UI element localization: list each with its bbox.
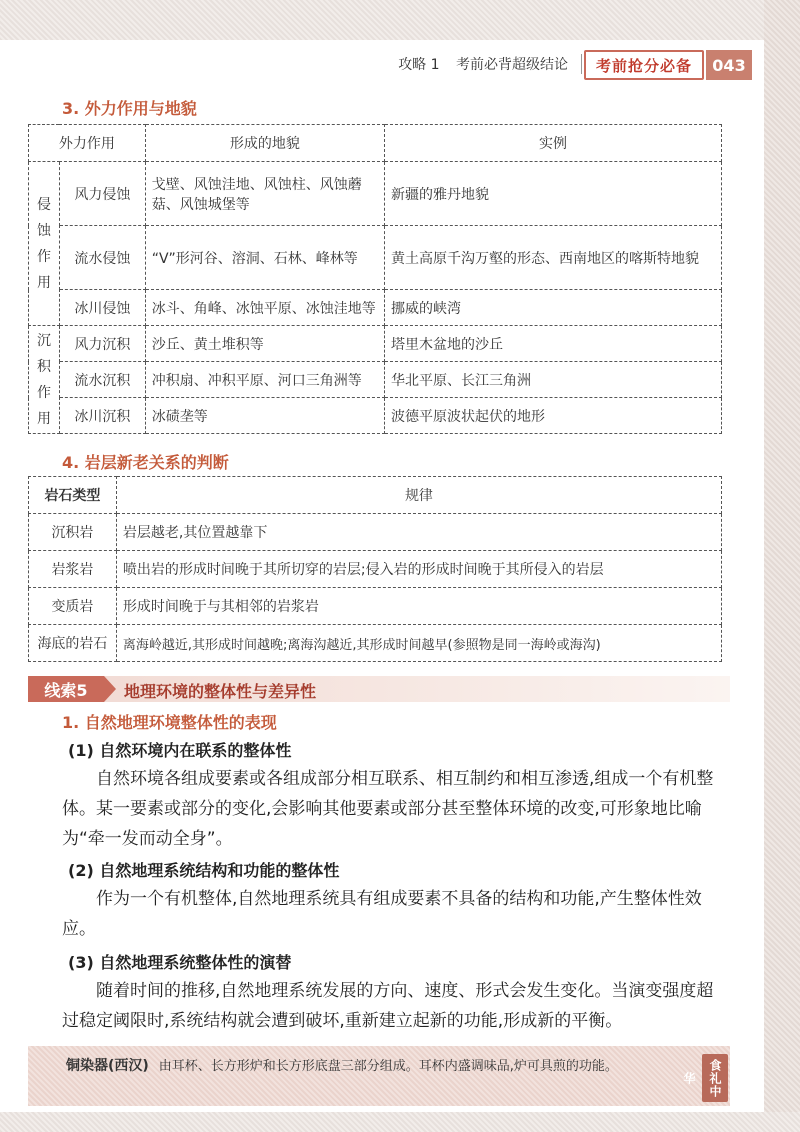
force-name: 风力侵蚀 — [59, 162, 145, 226]
clue-badge: 线索5 — [28, 676, 104, 702]
rock-type: 变质岩 — [29, 588, 117, 625]
page-top-texture — [0, 0, 800, 40]
note-title: 铜染器(西汉) — [66, 1058, 149, 1074]
chapter-number: 攻略 1 — [398, 57, 440, 73]
group-label-erosion: 侵 蚀 作 用 — [29, 162, 60, 326]
table-row — [29, 226, 722, 290]
header-landform: 形成的地貌 — [145, 125, 384, 162]
section3-title: 3. 外力作用与地貌 — [62, 99, 197, 118]
page-bottom-texture — [0, 1112, 800, 1132]
example-cell: 波德平原波状起伏的地形 — [385, 398, 722, 434]
header-example: 实例 — [385, 125, 722, 162]
table-row — [29, 398, 722, 434]
landform-cell: 冰碛垄等 — [145, 398, 384, 434]
example-cell: 黄土高原千沟万壑的形态、西南地区的喀斯特地貌 — [385, 226, 722, 290]
example-cell: 新疆的雅丹地貌 — [385, 162, 722, 226]
table-row — [29, 326, 722, 362]
page-right-texture — [764, 0, 800, 1132]
example-cell: 华北平原、长江三角洲 — [385, 362, 722, 398]
table-header-row — [29, 125, 722, 162]
item-heading: (2) 自然地理系统结构和功能的整体性 — [68, 861, 340, 880]
force-name: 冰川侵蚀 — [59, 290, 145, 326]
section4-title: 4. 岩层新老关系的判断 — [62, 453, 229, 472]
table-row — [29, 551, 722, 588]
clue-title: 地理环境的整体性与差异性 — [124, 682, 317, 701]
chapter-title: 考前必背超级结论 — [456, 57, 568, 73]
header-force: 外力作用 — [29, 125, 146, 162]
table-row — [29, 514, 722, 551]
page-header — [0, 48, 764, 80]
chapter-label — [398, 54, 568, 74]
force-name: 流水侵蚀 — [59, 226, 145, 290]
clue-banner — [28, 676, 730, 702]
table-row — [29, 162, 722, 226]
rule-cell: 喷出岩的形成时间晚于其所切穿的岩层;侵入岩的形成时间晚于其所侵入的岩层 — [116, 551, 721, 588]
group-label-deposition: 沉 积 作 用 — [29, 326, 60, 434]
table-row — [29, 290, 722, 326]
example-cell: 塔里木盆地的沙丘 — [385, 326, 722, 362]
seal-stamp: 食礼中华 — [702, 1054, 728, 1102]
rule-cell: 离海岭越近,其形成时间越晚;离海沟越近,其形成时间越早(参照物是同一海岭或海沟) — [116, 625, 721, 662]
force-name: 流水沉积 — [59, 362, 145, 398]
landform-cell: 戈壁、风蚀洼地、风蚀柱、风蚀蘑菇、风蚀城堡等 — [145, 162, 384, 226]
rule-cell: 形成时间晚于与其相邻的岩浆岩 — [116, 588, 721, 625]
table-row — [29, 625, 722, 662]
item-paragraph: 随着时间的推移,自然地理系统发展的方向、速度、形式会发生变化。当演变强度超过稳定阈限时,系统结构就会遭到破坏,重新建立起新的功能,形成新的平衡。 — [62, 981, 714, 1031]
force-name: 冰川沉积 — [59, 398, 145, 434]
item-paragraph: 作为一个有机整体,自然地理系统具有组成要素不具备的结构和功能,产生整体性效应。 — [62, 889, 702, 939]
page-number: 043 — [706, 50, 752, 80]
rock-type: 沉积岩 — [29, 514, 117, 551]
item-heading: (1) 自然环境内在联系的整体性 — [68, 741, 292, 760]
chevron-right-icon — [104, 676, 116, 702]
note-body: 由耳杯、长方形炉和长方形底盘三部分组成。耳杯内盛调味品,炉可具煎的功能。 — [158, 1059, 618, 1074]
rock-type: 岩浆岩 — [29, 551, 117, 588]
table-row — [29, 362, 722, 398]
item-paragraph: 自然环境各组成要素或各组成部分相互联系、相互制约和相互渗透,组成一个有机整体。某一要素或部分的变化,会影响其他要素或部分甚至整体环境的改变,可形象地比喻为“牵一发而动全身”。 — [62, 769, 714, 849]
landform-cell: “V”形河谷、溶洞、石林、峰林等 — [145, 226, 384, 290]
subsection-title: 1. 自然地理环境整体性的表现 — [62, 713, 277, 732]
table-row — [29, 588, 722, 625]
landform-cell: 冰斗、角峰、冰蚀平原、冰蚀洼地等 — [145, 290, 384, 326]
header-rock-type: 岩石类型 — [29, 477, 117, 514]
landform-table — [28, 124, 722, 434]
table-header-row — [29, 477, 722, 514]
header-tag: 考前抢分必备 — [584, 50, 704, 80]
note-text — [66, 1056, 686, 1077]
force-name: 风力沉积 — [59, 326, 145, 362]
item-heading: (3) 自然地理系统整体性的演替 — [68, 953, 292, 972]
artifact-note — [28, 1046, 730, 1106]
landform-cell: 冲积扇、冲积平原、河口三角洲等 — [145, 362, 384, 398]
header-divider — [581, 54, 582, 74]
rule-cell: 岩层越老,其位置越靠下 — [116, 514, 721, 551]
landform-cell: 沙丘、黄土堆积等 — [145, 326, 384, 362]
rock-age-table — [28, 476, 722, 662]
header-rule: 规律 — [116, 477, 721, 514]
rock-type: 海底的岩石 — [29, 625, 117, 662]
example-cell: 挪威的峡湾 — [385, 290, 722, 326]
